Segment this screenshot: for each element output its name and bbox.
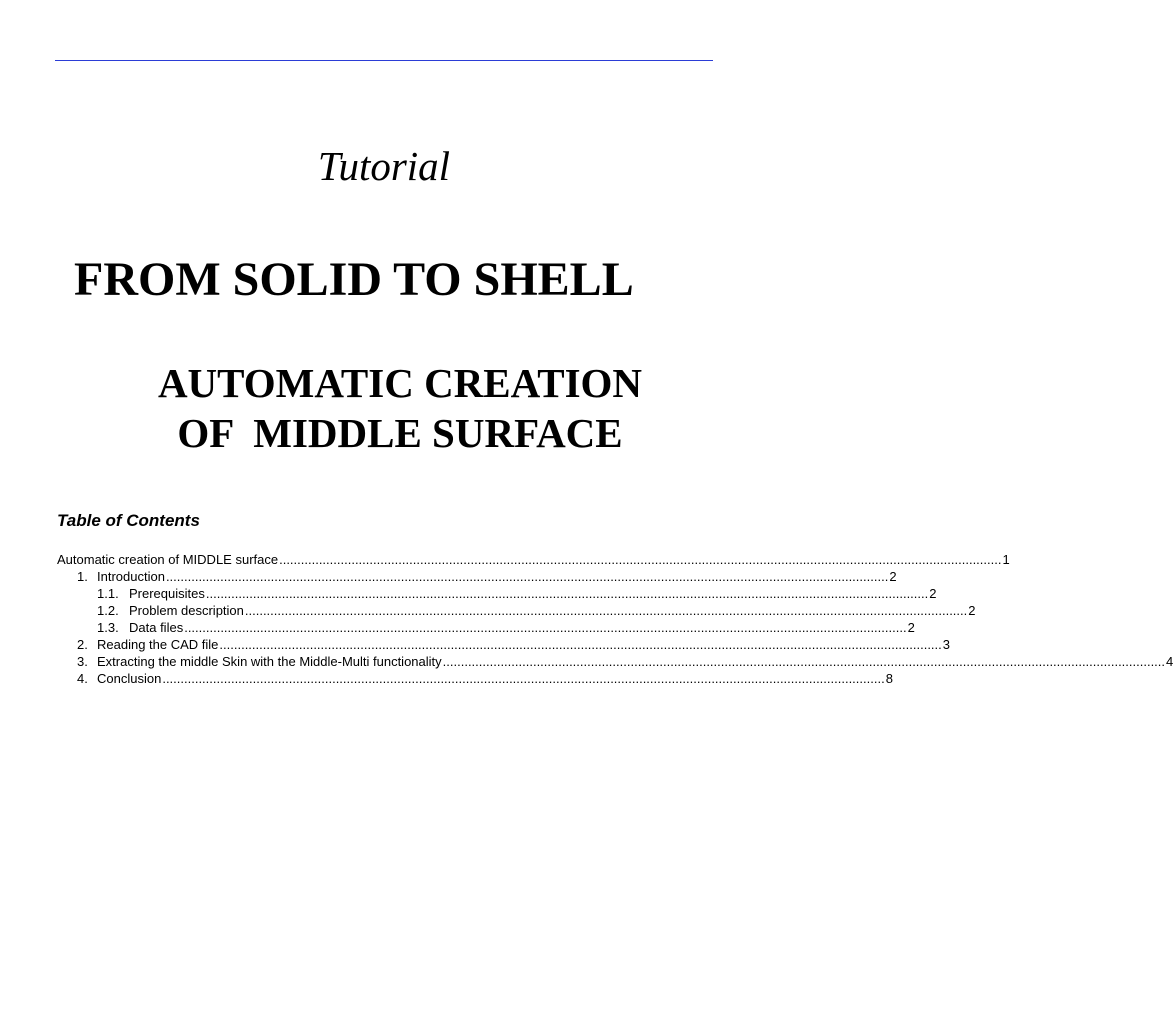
toc-entry[interactable] xyxy=(0,551,1010,568)
toc-entry-title: Prerequisites xyxy=(129,586,205,601)
subheading-line-2: OF MIDDLE SURFACE xyxy=(177,410,623,456)
toc-entry-page: 3 xyxy=(942,637,951,652)
toc-entry-page: 2 xyxy=(907,620,915,635)
toc-entry[interactable] xyxy=(0,636,951,653)
toc-entry-number: 3. xyxy=(77,654,88,669)
toc-entry-page: 8 xyxy=(885,671,893,686)
toc-heading: Table of Contents xyxy=(57,511,200,530)
toc-entry-title: Reading the CAD file xyxy=(97,637,219,652)
table-of-contents xyxy=(0,551,1173,687)
document-subtitle: Tutorial xyxy=(317,143,451,189)
toc-leader-dots: ........................................................................................................................................................................................................ xyxy=(184,620,907,635)
toc-leader-dots: ........................................................................................................................................................................................................ xyxy=(162,671,885,686)
document-title: FROM SOLID TO SHELL xyxy=(74,253,634,306)
toc-entry-page: 2 xyxy=(929,586,937,601)
toc-entry[interactable] xyxy=(0,619,915,636)
toc-entry-number: 2. xyxy=(77,637,88,652)
toc-entry-title: Automatic creation of MIDDLE surface xyxy=(57,552,279,567)
toc-entry-title: Extracting the middle Skin with the Middle-Multi functionality xyxy=(97,654,442,669)
toc-entry-number: 1. xyxy=(77,569,88,584)
toc-leader-dots: ........................................................................................................................................................................................................ xyxy=(279,552,1002,567)
toc-entry[interactable] xyxy=(0,670,893,687)
toc-leader-dots: ........................................................................................................................................................................................................ xyxy=(165,569,889,584)
toc-entry-title: Introduction xyxy=(97,569,165,584)
header-rule xyxy=(55,60,713,61)
toc-leader-dots: ........................................................................................................................................................................................................ xyxy=(244,603,968,618)
toc-entry-page: 4 xyxy=(1166,654,1173,669)
toc-entry[interactable] xyxy=(0,568,897,585)
toc-entry-title: Data files xyxy=(129,620,184,635)
toc-entry-page: 1 xyxy=(1002,552,1010,567)
toc-entry-title: Conclusion xyxy=(97,671,162,686)
toc-entry-number: 4. xyxy=(77,671,88,686)
toc-leader-dots: ........................................................................................................................................................................................................ xyxy=(442,654,1166,669)
toc-entry[interactable] xyxy=(0,585,937,602)
toc-entry-number: 1.3. xyxy=(97,620,119,635)
toc-entry-number: 1.1. xyxy=(97,586,119,601)
toc-entry-page: 2 xyxy=(889,569,897,584)
toc-leader-dots: ........................................................................................................................................................................................................ xyxy=(219,637,942,652)
subheading-line-1: AUTOMATIC CREATION xyxy=(157,360,643,406)
toc-entry-page: 2 xyxy=(968,603,976,618)
toc-entry[interactable] xyxy=(0,602,976,619)
toc-leader-dots: ........................................................................................................................................................................................................ xyxy=(205,586,929,601)
toc-entry-title: Problem description xyxy=(129,603,244,618)
toc-entry-number: 1.2. xyxy=(97,603,119,618)
toc-entry[interactable] xyxy=(0,653,1173,670)
document-subheading xyxy=(100,358,700,458)
